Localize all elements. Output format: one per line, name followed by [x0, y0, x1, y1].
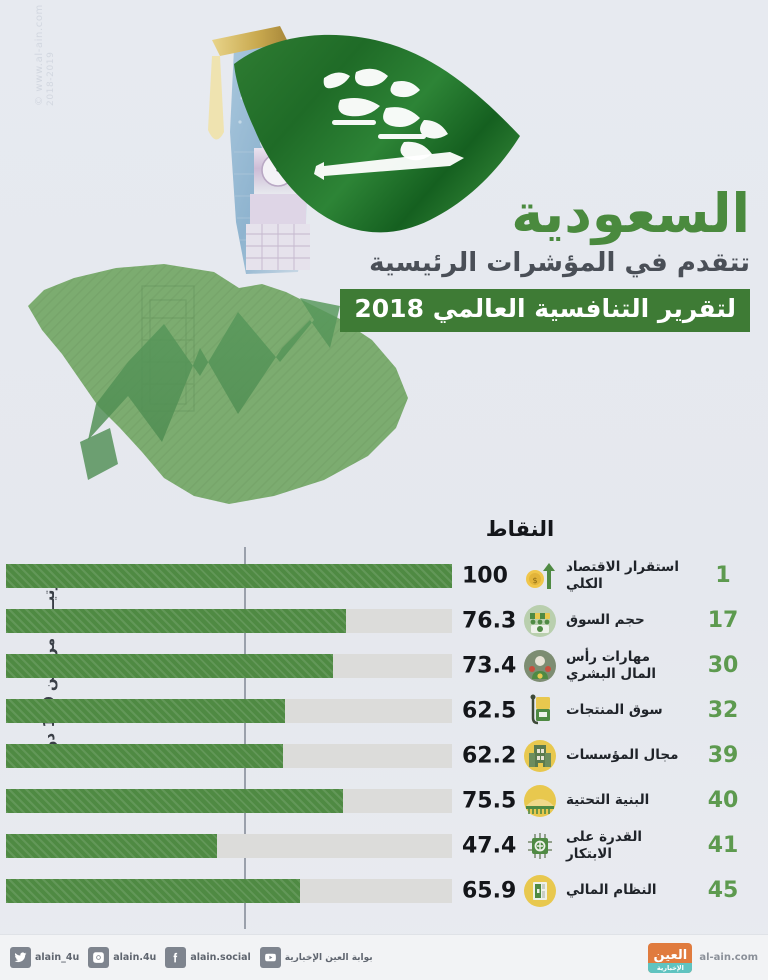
social-item[interactable]	[88, 947, 156, 968]
indicator-label: النظام المالي	[566, 882, 657, 899]
youtube-icon[interactable]	[260, 947, 281, 968]
table-row	[0, 778, 768, 823]
bar-fill	[6, 744, 283, 768]
social-item[interactable]	[165, 947, 250, 968]
twitter-icon[interactable]	[10, 947, 31, 968]
watermark-left	[34, 0, 56, 106]
bar-fill	[6, 789, 343, 813]
bar-fill	[6, 699, 285, 723]
social-handle: alain.social	[190, 952, 251, 963]
rank-value: 1	[715, 563, 731, 588]
report-banner: لتقرير التنافسية العالمي 2018	[340, 289, 750, 332]
score-value: 65.9	[462, 878, 517, 903]
bar-zone	[0, 823, 520, 868]
brand-block	[648, 943, 758, 973]
bar-fill	[6, 879, 300, 903]
bar-fill	[6, 564, 452, 588]
rank-value: 39	[707, 743, 739, 768]
title-block	[330, 182, 750, 332]
table-row	[0, 823, 768, 868]
table-row	[0, 688, 768, 733]
score-value: 76.3	[462, 608, 517, 633]
bar-zone	[0, 733, 520, 778]
instagram-icon[interactable]	[88, 947, 109, 968]
bar-zone	[0, 598, 520, 643]
score-value: 75.5	[462, 788, 517, 813]
social-item[interactable]	[10, 947, 79, 968]
bar-track	[6, 744, 452, 768]
score-value: 100	[462, 563, 508, 588]
indicator-label: القدرة على الابتكار	[566, 829, 643, 862]
bar-chart	[0, 505, 768, 935]
al-ain-logo	[648, 943, 692, 973]
bar-fill	[6, 609, 346, 633]
rank-value: 45	[707, 878, 739, 903]
facebook-icon[interactable]	[165, 947, 186, 968]
watermark-copyright: ©	[34, 95, 45, 106]
brand-url: al-ain.com	[699, 952, 758, 963]
brand-tagline: الإخبارية	[648, 963, 692, 973]
rank-value: 41	[707, 833, 739, 858]
bar-fill	[6, 654, 333, 678]
score-value: 73.4	[462, 653, 517, 678]
bar-zone	[0, 688, 520, 733]
bar-track	[6, 699, 452, 723]
social-handle: alain_4u	[35, 952, 80, 963]
bar-track	[6, 564, 452, 588]
footer-bar	[0, 934, 768, 980]
chart-rows	[0, 553, 768, 913]
score-value: 62.5	[462, 698, 517, 723]
indicator-label: البنية التحتية	[566, 792, 650, 809]
rank-value: 30	[707, 653, 739, 678]
indicator-label: سوق المنتجات	[566, 702, 663, 719]
table-row	[0, 598, 768, 643]
rank-value: 32	[707, 698, 739, 723]
indicator-label: مجال المؤسسات	[566, 747, 679, 764]
table-row	[0, 643, 768, 688]
watermark-url: www.al-ain.com	[34, 4, 45, 92]
score-value: 62.2	[462, 743, 517, 768]
bar-zone	[0, 868, 520, 913]
social-handle: بوابة العين الإخبارية	[284, 952, 373, 963]
rank-value: 17	[707, 608, 739, 633]
page-subtitle: تتقدم في المؤشرات الرئيسية	[369, 247, 750, 278]
bar-zone	[0, 778, 520, 823]
bar-fill	[6, 834, 217, 858]
bar-track	[6, 609, 452, 633]
bar-track	[6, 654, 452, 678]
bar-track	[6, 789, 452, 813]
indicator-label: مهارات رأس المال البشري	[566, 649, 656, 682]
score-value: 47.4	[462, 833, 517, 858]
page-title: السعودية	[511, 182, 750, 245]
svg-text:$: $	[532, 575, 538, 585]
brand-name: العين	[653, 948, 688, 963]
table-row	[0, 733, 768, 778]
table-row	[0, 868, 768, 913]
points-column-header: النقاط	[485, 517, 555, 541]
social-item[interactable]	[260, 947, 373, 968]
indicator-label: استقرار الاقتصاد الكلي	[566, 559, 679, 592]
rank-value: 40	[707, 788, 739, 813]
social-handle: alain.4u	[113, 952, 157, 963]
bar-zone	[0, 553, 520, 598]
watermark-years: 2018-2019	[45, 51, 56, 106]
bar-track	[6, 834, 452, 858]
indicator-label: حجم السوق	[566, 612, 645, 629]
bar-zone	[0, 643, 520, 688]
bar-track	[6, 879, 452, 903]
social-links	[10, 947, 373, 968]
table-row	[0, 553, 768, 598]
